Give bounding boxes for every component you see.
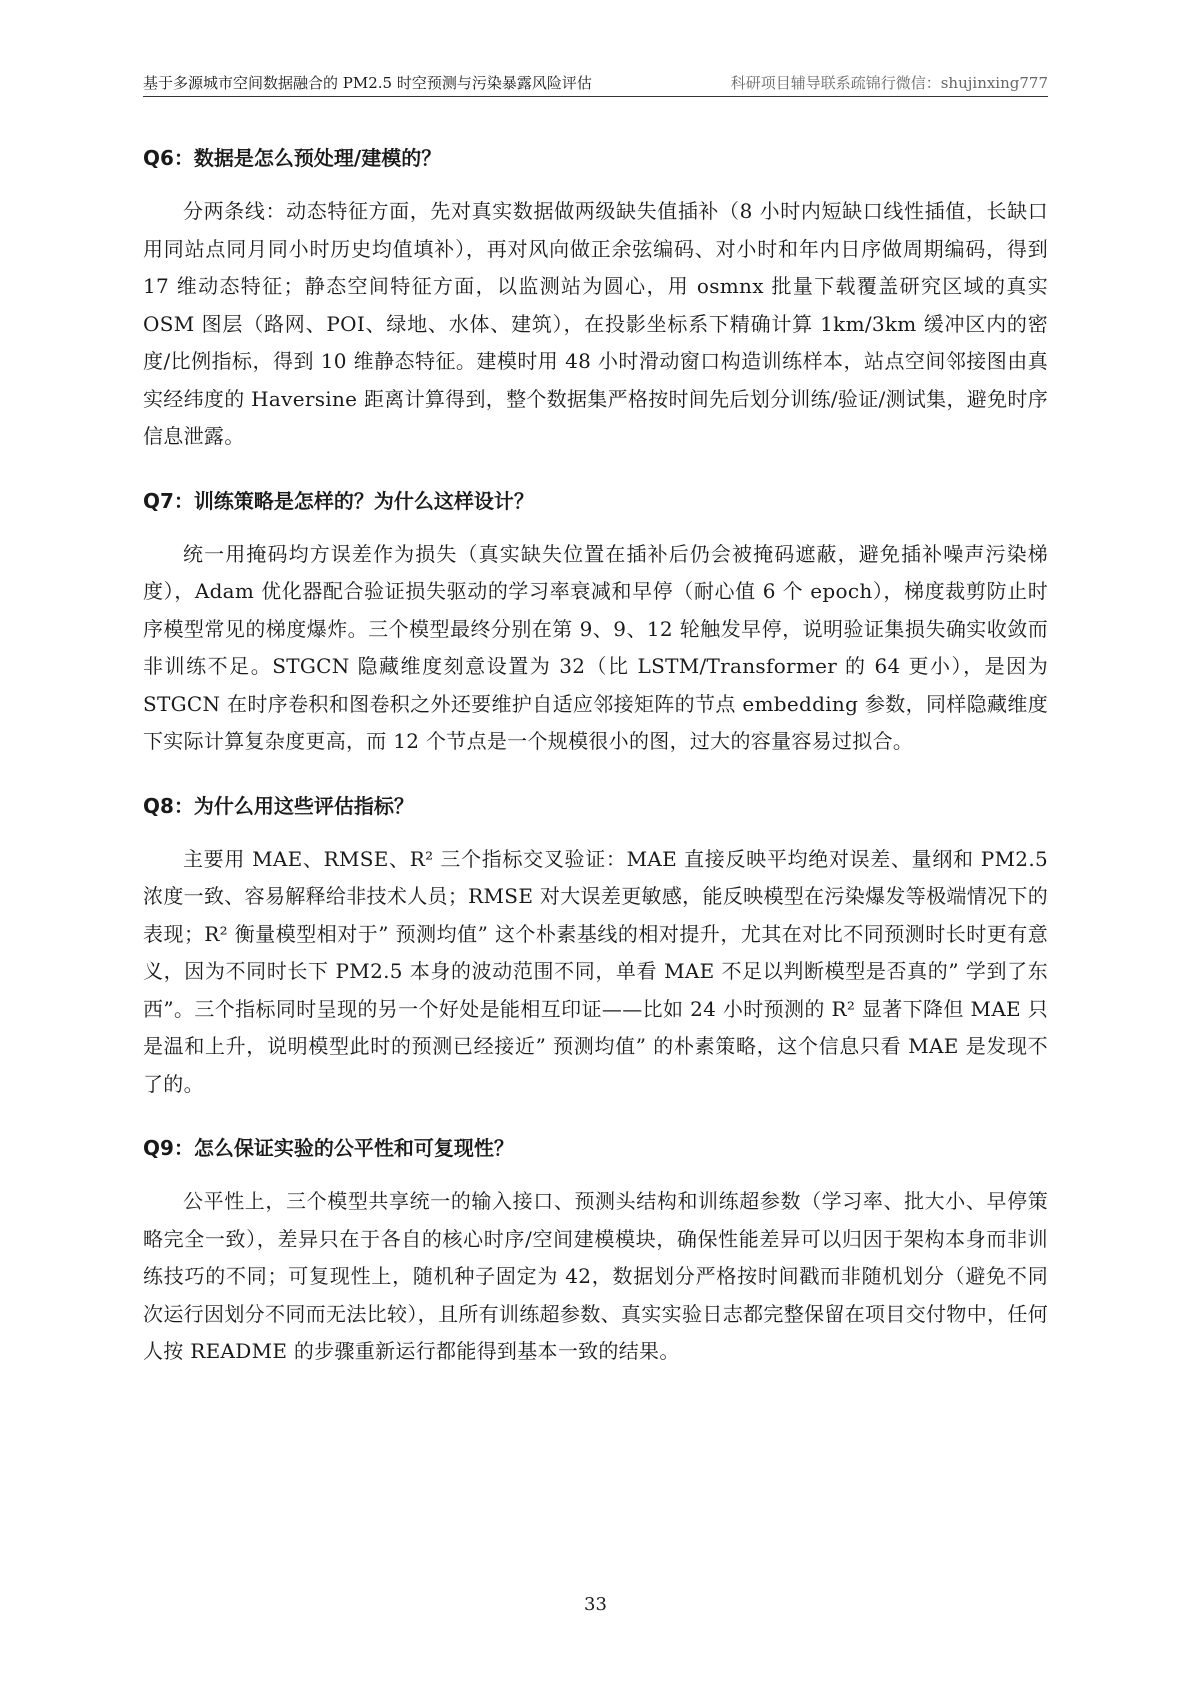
section-paragraph: 分两条线：动态特征方面，先对真实数据做两级缺失值插补（8 小时内短缺口线性插值，长缺口用同站点同月同小时历史均值填补），再对风向做正余弦编码、对小时和年内日序做周期编码，得到 17 维动态特征；静态空间特征方面，以监测站为圆心，用 osmnx 批量下载覆盖研究区域的真实 OSM 图层（路网、POI、绿地、水体、建筑），在投影坐标系下精确计算 1km/3km 缓冲区内的密度/比例指标，得到 10 维静态特征。建模时用 48 小时滑动窗口构造训练样本，站点空间邻接图由真实经纬度的 Haversine 距离计算得到，整个数据集严格按时间先后划分训练/验证/测试集，避免时序信息泄露。 [143,199,1048,448]
section-heading: Q7：训练策略是怎样的？为什么这样设计？ [143,488,534,513]
section-q8 [143,791,1048,1104]
section-paragraph: 统一用掩码均方误差作为损失（真实缺失位置在插补后仍会被掩码遮蔽，避免插补噪声污染梯度），Adam 优化器配合验证损失驱动的学习率衰减和早停（耐心值 6 个 epoch），梯度裁剪防止时序模型常见的梯度爆炸。三个模型最终分别在第 9、9、12 轮触发早停，说明验证集损失确实收敛而非训练不足。STGCN 隐藏维度刻意设置为 32（比 LSTM/Transformer 的 64 更小），是因为 STGCN 在时序卷积和图卷积之外还要维护自适应邻接矩阵的节点 embedding 参数，同样隐藏维度下实际计算复杂度更高，而 12 个节点是一个规模很小的图，过大的容量容易过拟合。 [143,541,1048,753]
section-paragraph: 主要用 MAE、RMSE、R² 三个指标交叉验证：MAE 直接反映平均绝对误差、量纲和 PM2.5 浓度一致、容易解释给非技术人员；RMSE 对大误差更敏感，能反映模型在污染爆发等极端情况下的表现；R² 衡量模型相对于” 预测均值” 这个朴素基线的相对提升，尤其在对比不同预测时长时更有意义，因为不同时长下 PM2.5 本身的波动范围不同，单看 MAE 不足以判断模型是否真的” 学到了东西”。三个指标同时呈现的另一个好处是能相互印证——比如 24 小时预测的 R² 显著下降但 MAE 只是温和上升，说明模型此时的预测已经接近” 预测均值” 的朴素策略，这个信息只看 MAE 是发现不了的。 [143,846,1048,1096]
section-heading: Q6：数据是怎么预处理/建模的？ [143,146,442,170]
section-paragraph: 公平性上，三个模型共享统一的输入接口、预测头结构和训练超参数（学习率、批大小、早停策略完全一致），差异只在于各自的核心时序/空间建模模块，确保性能差异可以归因于架构本身而非训练技巧的不同；可复现性上，随机种子固定为 42，数据划分严格按时间戳而非随机划分（避免不同次运行因划分不同而无法比较），且所有训练超参数、真实实验日志都完整保留在项目交付物中，任何人按 README 的步骤重新运行都能得到基本一致的结果。 [143,1189,1048,1363]
section-heading: Q8：为什么用这些评估指标？ [143,793,414,818]
page-number: 33 [584,1594,607,1615]
header-title: 基于多源城市空间数据融合的 PM2.5 时空预测与污染暴露风险评估 [143,74,592,92]
running-header [143,70,1048,97]
main-content [143,143,1048,1401]
section-q6 [143,143,1048,456]
section-q9 [143,1133,1048,1371]
section-heading: Q9：怎么保证实验的公平性和可复现性？ [143,1136,514,1160]
header-contact: 科研项目辅导联系疏锦行微信：shujinxing777 [730,74,1048,92]
section-q7 [143,486,1048,761]
